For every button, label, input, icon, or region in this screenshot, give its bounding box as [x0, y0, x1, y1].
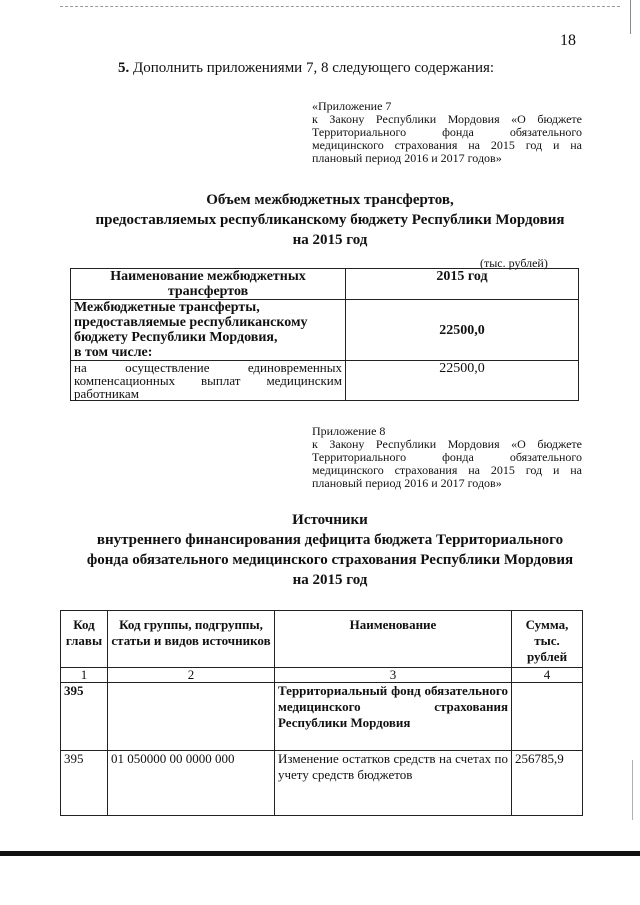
- appendix-7-title: «Приложение 7: [312, 99, 392, 113]
- scan-edge-right: [630, 0, 631, 34]
- transfers-table: [70, 268, 579, 401]
- table-row: [61, 751, 583, 816]
- heading-transfers-line2: предоставляемых республиканскому бюджету Республики Мордовия: [95, 212, 565, 228]
- heading-sources-line1: Источники: [292, 512, 368, 528]
- scan-edge-top: [60, 6, 620, 7]
- heading-transfers-line3: на 2015 год: [292, 232, 368, 248]
- transfers-row1-name: [71, 300, 346, 361]
- sources-table: [60, 610, 583, 816]
- sources-header-row: [61, 611, 583, 668]
- sources-header-name: Наименование: [275, 611, 512, 668]
- transfers-row1-text: Межбюджетные трансферты, предоставляемые республиканскому бюджету Республики Мордовия,: [74, 300, 308, 345]
- sources-row1-group: [108, 683, 275, 751]
- table-row: [61, 683, 583, 751]
- appendix-8-note: [312, 425, 582, 490]
- item-5: [118, 60, 494, 77]
- sources-column-numbers: [61, 668, 583, 683]
- appendix-7-reference: к Закону Республики Мордовия «О бюджете Территориального фонда обязательного медицинского страхования на 2015 год и на плановый период 2016 и 2017 годов»: [312, 112, 582, 165]
- appendix-8-title: Приложение 8: [312, 424, 386, 438]
- units-label: (тыс. рублей): [480, 256, 548, 270]
- column-number-2: 2: [108, 668, 275, 683]
- bottom-rule: [0, 851, 640, 856]
- scan-edge-right-lower: [632, 760, 633, 820]
- table-row: [71, 361, 579, 401]
- transfers-header-row: [71, 269, 579, 300]
- heading-transfers: [40, 190, 620, 250]
- sources-row1-code: 395: [61, 683, 108, 751]
- heading-sources-line3: фонда обязательного медицинского страхования Республики Мордовия: [86, 552, 574, 568]
- transfers-row1-sub: в том числе:: [74, 345, 153, 360]
- column-number-1: 1: [61, 668, 108, 683]
- transfers-row2-name: на осуществление единовременных компенсационных выплат медицинским работникам: [71, 361, 346, 401]
- page-number: 18: [560, 32, 576, 49]
- appendix-8-reference: к Закону Республики Мордовия «О бюджете Территориального фонда обязательного медицинского страхования на 2015 год и на плановый период 2016 и 2017 годов»: [312, 437, 582, 490]
- column-number-4: 4: [512, 668, 583, 683]
- sources-row2-sum: 256785,9: [512, 751, 583, 816]
- sources-row1-name: Территориальный фонд обязательного медицинского страхования Республики Мордовия: [275, 683, 512, 751]
- transfers-header-year: 2015 год: [346, 269, 579, 300]
- sources-row2-code: 395: [61, 751, 108, 816]
- item-5-text: Дополнить приложениями 7, 8 следующего содержания:: [133, 60, 495, 76]
- transfers-row2-value: 22500,0: [346, 361, 579, 401]
- transfers-row1-value: 22500,0: [346, 300, 579, 361]
- heading-sources: [40, 510, 620, 590]
- heading-sources-line2: внутреннего финансирования дефицита бюджета Территориального: [96, 532, 564, 548]
- transfers-header-name: Наименование межбюджетных трансфертов: [71, 269, 346, 300]
- table-row: [71, 300, 579, 361]
- column-number-3: 3: [275, 668, 512, 683]
- appendix-7-note: [312, 100, 582, 165]
- heading-sources-line4: на 2015 год: [292, 572, 368, 588]
- sources-header-sum: Сумма, тыс. рублей: [512, 611, 583, 668]
- heading-transfers-line1: Объем межбюджетных трансфертов,: [206, 192, 454, 208]
- sources-row2-group: 01 050000 00 0000 000: [108, 751, 275, 816]
- item-5-number: 5.: [118, 60, 130, 76]
- sources-header-code: Код главы: [61, 611, 108, 668]
- sources-header-group: Код группы, подгруппы, статьи и видов источников: [108, 611, 275, 668]
- sources-row1-sum: [512, 683, 583, 751]
- sources-row2-name: Изменение остатков средств на счетах по учету средств бюджетов: [275, 751, 512, 816]
